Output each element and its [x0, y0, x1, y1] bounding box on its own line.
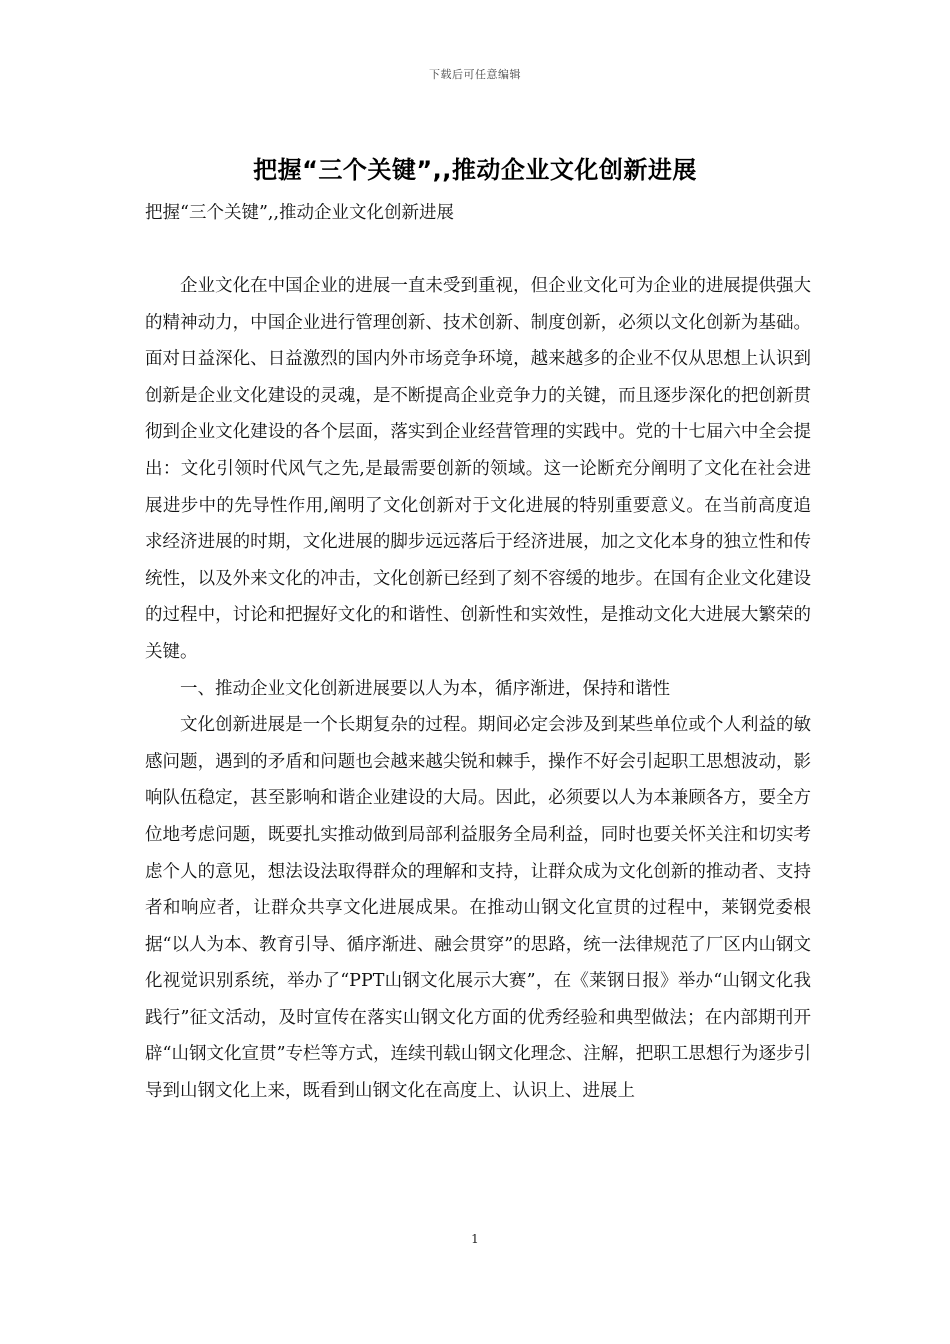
document-subtitle: 把握“三个关键”,,推动企业文化创新进展 [145, 203, 455, 223]
document-body [145, 268, 811, 1110]
paragraph-intro: 企业文化在中国企业的进展一直未受到重视，但企业文化可为企业的进展提供强大的精神动力，中国企业进行管理创新、技术创新、制度创新，必须以文化创新为基础。面对日益深化、日益激烈的国内外市场竞争环境，越来越多的企业不仅从思想上认识到创新是企业文化建设的灵魂，是不断提高企业竞争力的关键，而且逐步深化的把创新贯彻到企业文化建设的各个层面，落实到企业经营管理的实践中。党的十七届六中全会提出：文化引领时代风气之先,是最需要创新的领域。这一论断充分阐明了文化在社会进展进步中的先导性作用,阐明了文化创新对于文化进展的特别重要意义。在当前高度追求经济进展的时期，文化进展的脚步远远落后于经济进展，加之文化本身的独立性和传统性，以及外来文化的冲击，文化创新已经到了刻不容缓的地步。在国有企业文化建设的过程中，讨论和把握好文化的和谐性、创新性和实效性，是推动文化大进展大繁荣的关键。 [145, 276, 811, 662]
paragraph-section-one: 文化创新进展是一个长期复杂的过程。期间必定会涉及到某些单位或个人利益的敏感问题，遇到的矛盾和问题也会越来越尖锐和棘手，操作不好会引起职工思想波动，影响队伍稳定，甚至影响和谐企业建设的大局。因此，必须要以人为本兼顾各方，要全方位地考虑问题，既要扎实推动做到局部利益服务全局利益，同时也要关怀关注和切实考虑个人的意见，想法设法取得群众的理解和支持，让群众成为文化创新的推动者、支持者和响应者，让群众共享文化进展成果。在推动山钢文化宣贯的过程中，莱钢党委根据“以人为本、教育引导、循序渐进、融会贯穿”的思路，统一法律规范了厂区内山钢文化视觉识别系统，举办了“PPT山钢文化展示大赛”，在《莱钢日报》举办“山钢文化我践行”征文活动，及时宣传在落实山钢文化方面的优秀经验和典型做法；在内部期刊开辟“山钢文化宣贯”专栏等方式，连续刊载山钢文化理念、注解，把职工思想行为逐步引导到山钢文化上来，既看到山钢文化在高度上、认识上、进展上 [145, 715, 811, 1102]
page-number: 1 [471, 1232, 479, 1246]
section-heading-one: 一、推动企业文化创新进展要以人为本，循序渐进，保持和谐性 [180, 678, 670, 699]
header-note: 下载后可任意编辑 [429, 68, 521, 81]
document-title: 把握“三个关键”,,推动企业文化创新进展 [253, 156, 697, 184]
